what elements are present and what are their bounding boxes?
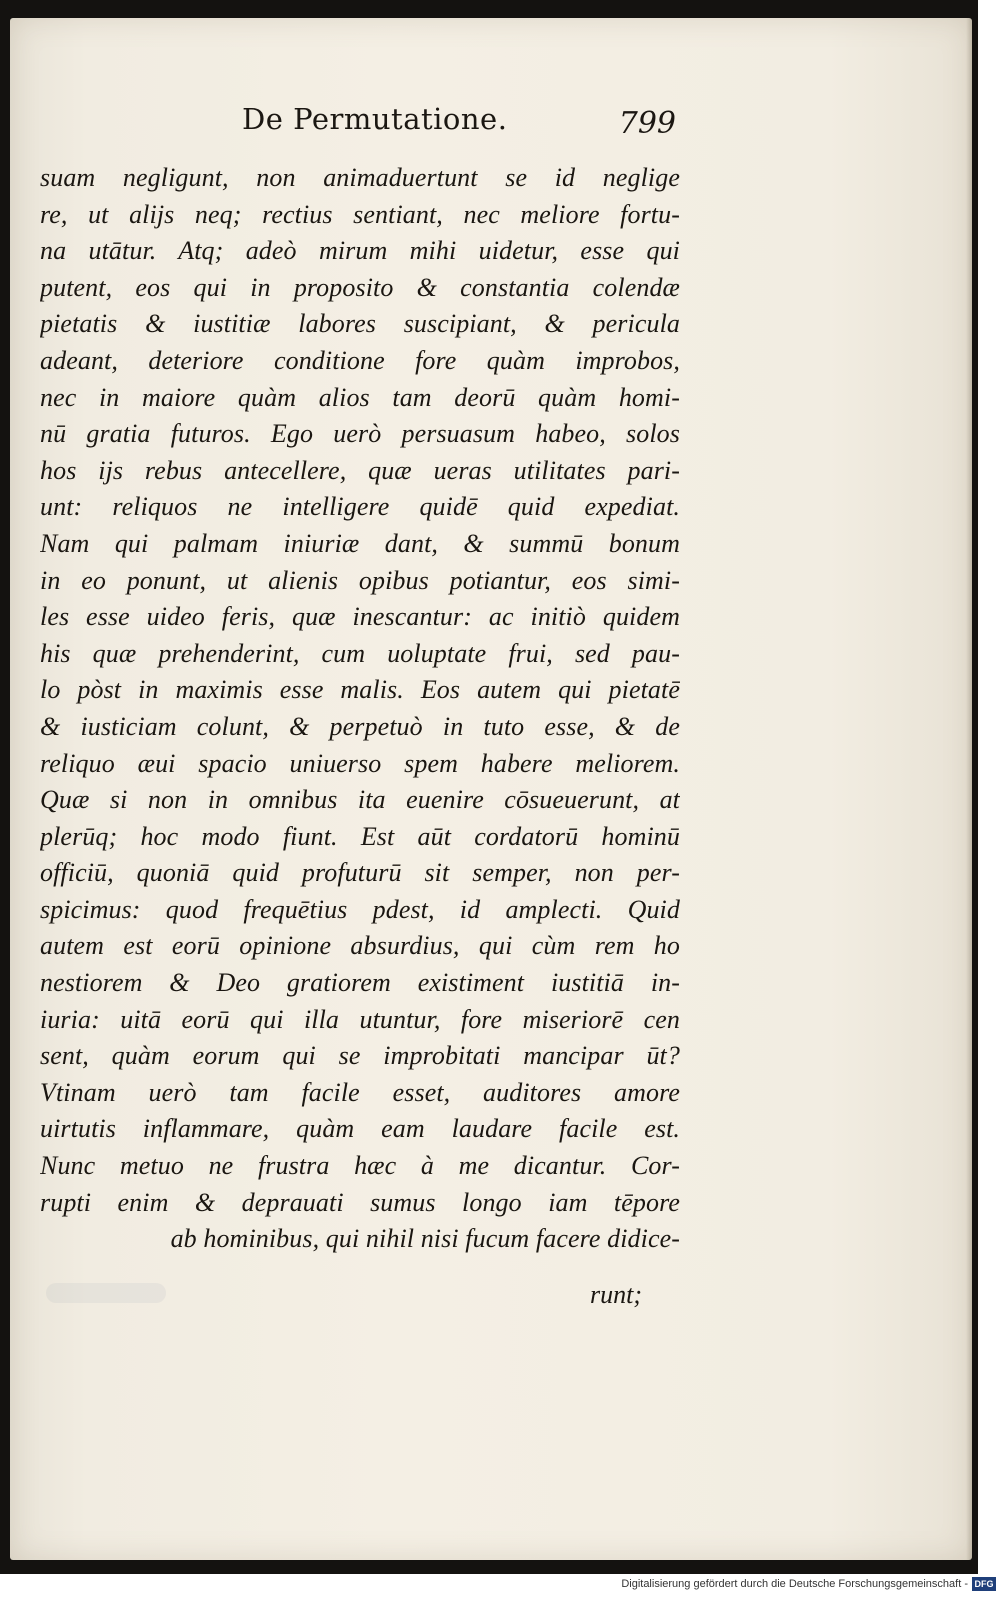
text-line: re, ut alijs neq; rectius sentiant, nec meliore fortu- xyxy=(40,199,680,229)
library-stamp xyxy=(46,1283,166,1303)
text-line: iuria: uitā eorū qui illa utuntur, fore miseriorē cen xyxy=(40,1004,680,1034)
running-head xyxy=(242,102,782,158)
text-line: nec in maiore quàm alios tam deorū quàm homi- xyxy=(40,382,680,412)
text-line: sent, quàm eorum qui se improbitati mancipar ūt? xyxy=(40,1041,680,1071)
text-line: Vtinam uerò tam facile esset, auditores amore xyxy=(40,1077,680,1107)
text-line: lo pòst in maximis esse malis. Eos autem qui pietatē xyxy=(40,675,680,705)
text-line: Nam qui palmam iniuriæ dant, & summū bonum xyxy=(40,528,680,558)
text-line: unt: reliquos ne intelligere quidē quid expediat. xyxy=(40,492,680,522)
text-line: reliquo æui spacio uniuerso spem habere meliorem. xyxy=(40,748,680,778)
running-head-title: De Permutatione. xyxy=(242,102,508,136)
text-line: adeant, deteriore conditione fore quàm improbos, xyxy=(40,345,680,375)
text-line: nū gratia futuros. Ego uerò persuasum habeo, solos xyxy=(40,419,680,449)
text-line: his quæ prehenderint, cum uoluptate frui, sed pau- xyxy=(40,638,680,668)
text-line: na utātur. Atq; adeò mirum mihi uidetur, esse qui xyxy=(40,236,680,266)
text-line: les esse uideo feris, quæ inescantur: ac initiò quidem xyxy=(40,602,680,632)
book-page xyxy=(10,18,972,1560)
text-line: rupti enim & deprauati sumus longo iam tēpore xyxy=(40,1187,680,1217)
page-number: 799 xyxy=(618,106,676,141)
text-line: in eo ponunt, ut alienis opibus potiantur, eos simi- xyxy=(40,565,680,595)
text-line: hos ijs rebus antecellere, quæ ueras utilitates pari- xyxy=(40,455,680,485)
text-line: ab hominibus, qui nihil nisi fucum facere didice- xyxy=(170,1224,680,1254)
text-line: officiū, quoniā quid profuturū sit semper, non per- xyxy=(40,858,680,888)
text-line: autem est eorū opinione absurdius, qui cùm rem ho xyxy=(40,931,680,961)
text-line: & iusticiam colunt, & perpetuò in tuto esse, & de xyxy=(40,711,680,741)
body-text xyxy=(40,160,680,1258)
text-line: Nunc metuo ne frustra hæc à me dicantur. Cor- xyxy=(40,1151,680,1181)
text-line: spicimus: quod frequētius pdest, id amplecti. Quid xyxy=(40,894,680,924)
text-line: nestiorem & Deo gratiorem existiment iustitiā in- xyxy=(40,968,680,998)
text-line: uirtutis inflammare, quàm eam laudare facile est. xyxy=(40,1114,680,1144)
text-line: putent, eos qui in proposito & constantia colendæ xyxy=(40,272,680,302)
dfg-logo-icon: DFG xyxy=(972,1577,996,1591)
text-line: suam negligunt, non animaduertunt se id neglige xyxy=(40,163,680,192)
page-edge-shadow xyxy=(966,18,972,1560)
text-line: Quæ si non in omnibus ita euenire cōsueuerunt, at xyxy=(40,785,680,815)
text-line: pietatis & iustitiæ labores suscipiant, & pericula xyxy=(40,309,680,339)
text-line: plerūq; hoc modo fiunt. Est aūt cordatorū hominū xyxy=(40,821,680,851)
catchword: runt; xyxy=(590,1280,642,1309)
digitization-credit: Digitalisierung gefördert durch die Deutsche Forschungsgemeinschaft - xyxy=(621,1578,968,1590)
